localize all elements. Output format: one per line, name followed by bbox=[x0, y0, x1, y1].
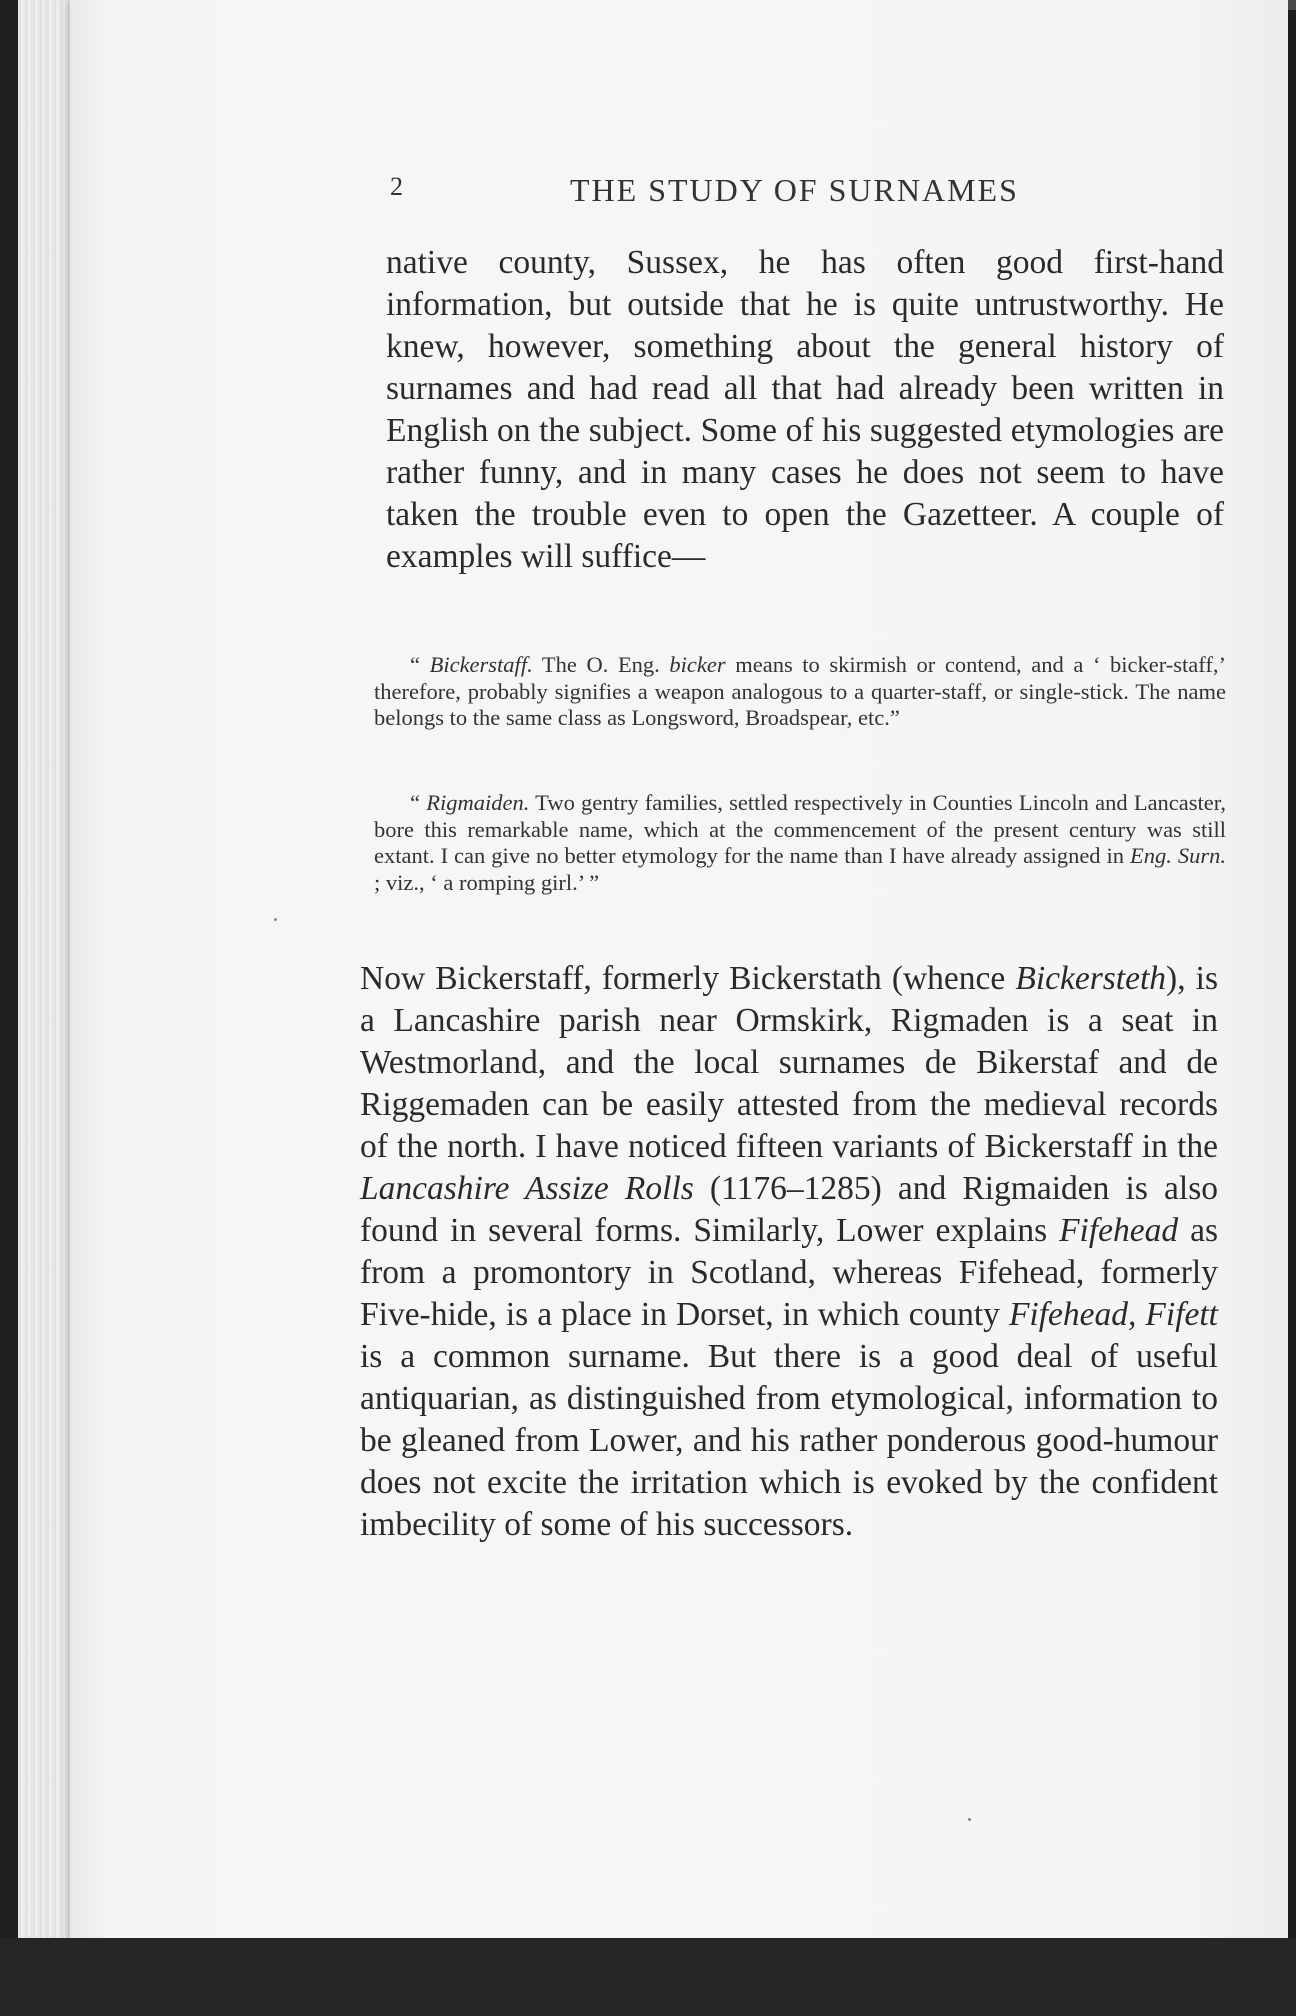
running-header bbox=[360, 168, 1240, 222]
page-number: 2 bbox=[390, 172, 403, 201]
quote-headword: Rigmaiden. bbox=[426, 790, 530, 815]
page-content bbox=[360, 168, 1240, 1543]
running-title: THE STUDY OF SURNAMES bbox=[570, 172, 1019, 208]
quote-headword: Bickerstaff. bbox=[429, 652, 533, 677]
paper-speck bbox=[968, 1818, 971, 1821]
background-surface bbox=[0, 1938, 1296, 2016]
quote-italic-ref: Eng. Surn. bbox=[1130, 843, 1227, 868]
quote-rigmaiden: “ Rigmaiden. Two gentry families, settled respectively in Counties Lincoln and Lancaster, bore this remarkable name, which at the commencement of the present century was still extant. I can give no better etymology for the name than I have already assigned in Eng. Surn. ; viz., ‘ a romping girl.’ ” bbox=[374, 790, 1227, 895]
paragraph-1: native county, Sussex, he has often good first-hand information, but outside that he is quite untrustworthy. He knew, however, something about the general history of surnames and had read all that had already been written in English on the subject. Some of his suggested etymologies are rather funny, and in many cases he does not seem to have taken the trouble even to open the Gazetteer. A couple of examples will suffice— bbox=[386, 244, 1224, 575]
paragraph-2: Now Bickerstaff, formerly Bickerstath (whence Bickersteth), is a Lancashire parish near Ormskirk, Rigmaden is a seat in Westmorland, and the local surnames de Bikerstaf and de Riggemaden can be easily attested from the medieval records of the north. I have noticed fifteen variants of Bickerstaff in the Lancashire Assize Rolls (1176–1285) and Rigmaiden is also found in several forms. Similarly, Lower explains Fifehead as from a promontory in Scotland, whereas Fifehead, formerly Five-hide, is a place in Dorset, in which county Fifehead, Fifett is a common surname. But there is a good deal of useful antiquarian, as distinguished from etymological, information to be gleaned from Lower, and his rather ponderous good-humour does not excite the irritation which is evoked by the confident imbecility of some of his successors. bbox=[360, 960, 1219, 1543]
quote-bickerstaff: “ Bickerstaff. The O. Eng. bicker means to skirmish or contend, and a ‘ bicker-staff,’ therefore, probably signifies a weapon analogous to a quarter-staff, or single-stick. The name belongs to the same class as Longsword, Broadspear, etc.” bbox=[374, 652, 1226, 730]
quote-italic-word: bicker bbox=[669, 652, 726, 677]
paper-speck bbox=[274, 918, 277, 921]
